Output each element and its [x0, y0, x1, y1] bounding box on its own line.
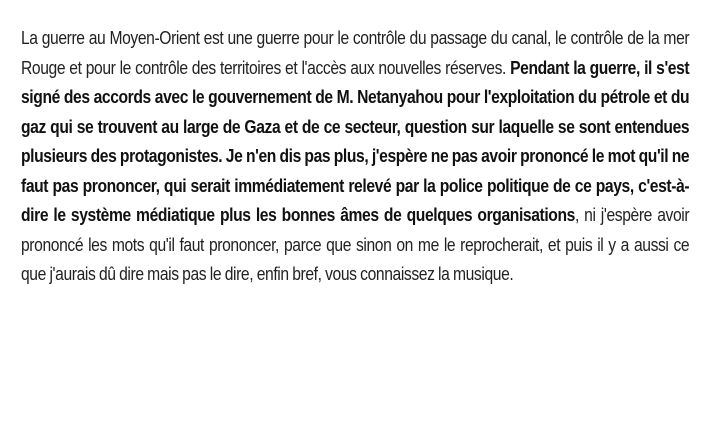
document-paragraph [21, 24, 689, 290]
paragraph-intro: La guerre au Moyen-Orient est une guerre pour le contrôle du passage du canal, le contrôle de la mer Rouge et pour le contrôle des territoires et l'accès aux nouvelles réserves. [21, 28, 690, 78]
paragraph-outro: , ni j'espère avoir prononcé les mots qu'il faut prononcer, parce que sinon on me le reprocherait, et puis il y a aussi ce que j'aurais dû dire mais pas le dire, enfin bref, vous connaissez la musique. [21, 205, 690, 284]
paragraph-emphasis: Pendant la guerre, il s'est signé des accords avec le gouvernement de M. Netanyahou pour l'exploitation du pétrole et du gaz qui se trouvent au large de Gaza et de ce secteur, question sur laquelle se sont entendues plusieurs des protagonistes. Je n'en dis pas plus, j'espère ne pas avoir prononcé le mot qu'il ne faut pas prononcer, qui serait immédiatement relevé par la police politique de ce pays, c'est-à-dire le système médiatique plus les bonnes âmes de quelques organisations [21, 57, 690, 225]
